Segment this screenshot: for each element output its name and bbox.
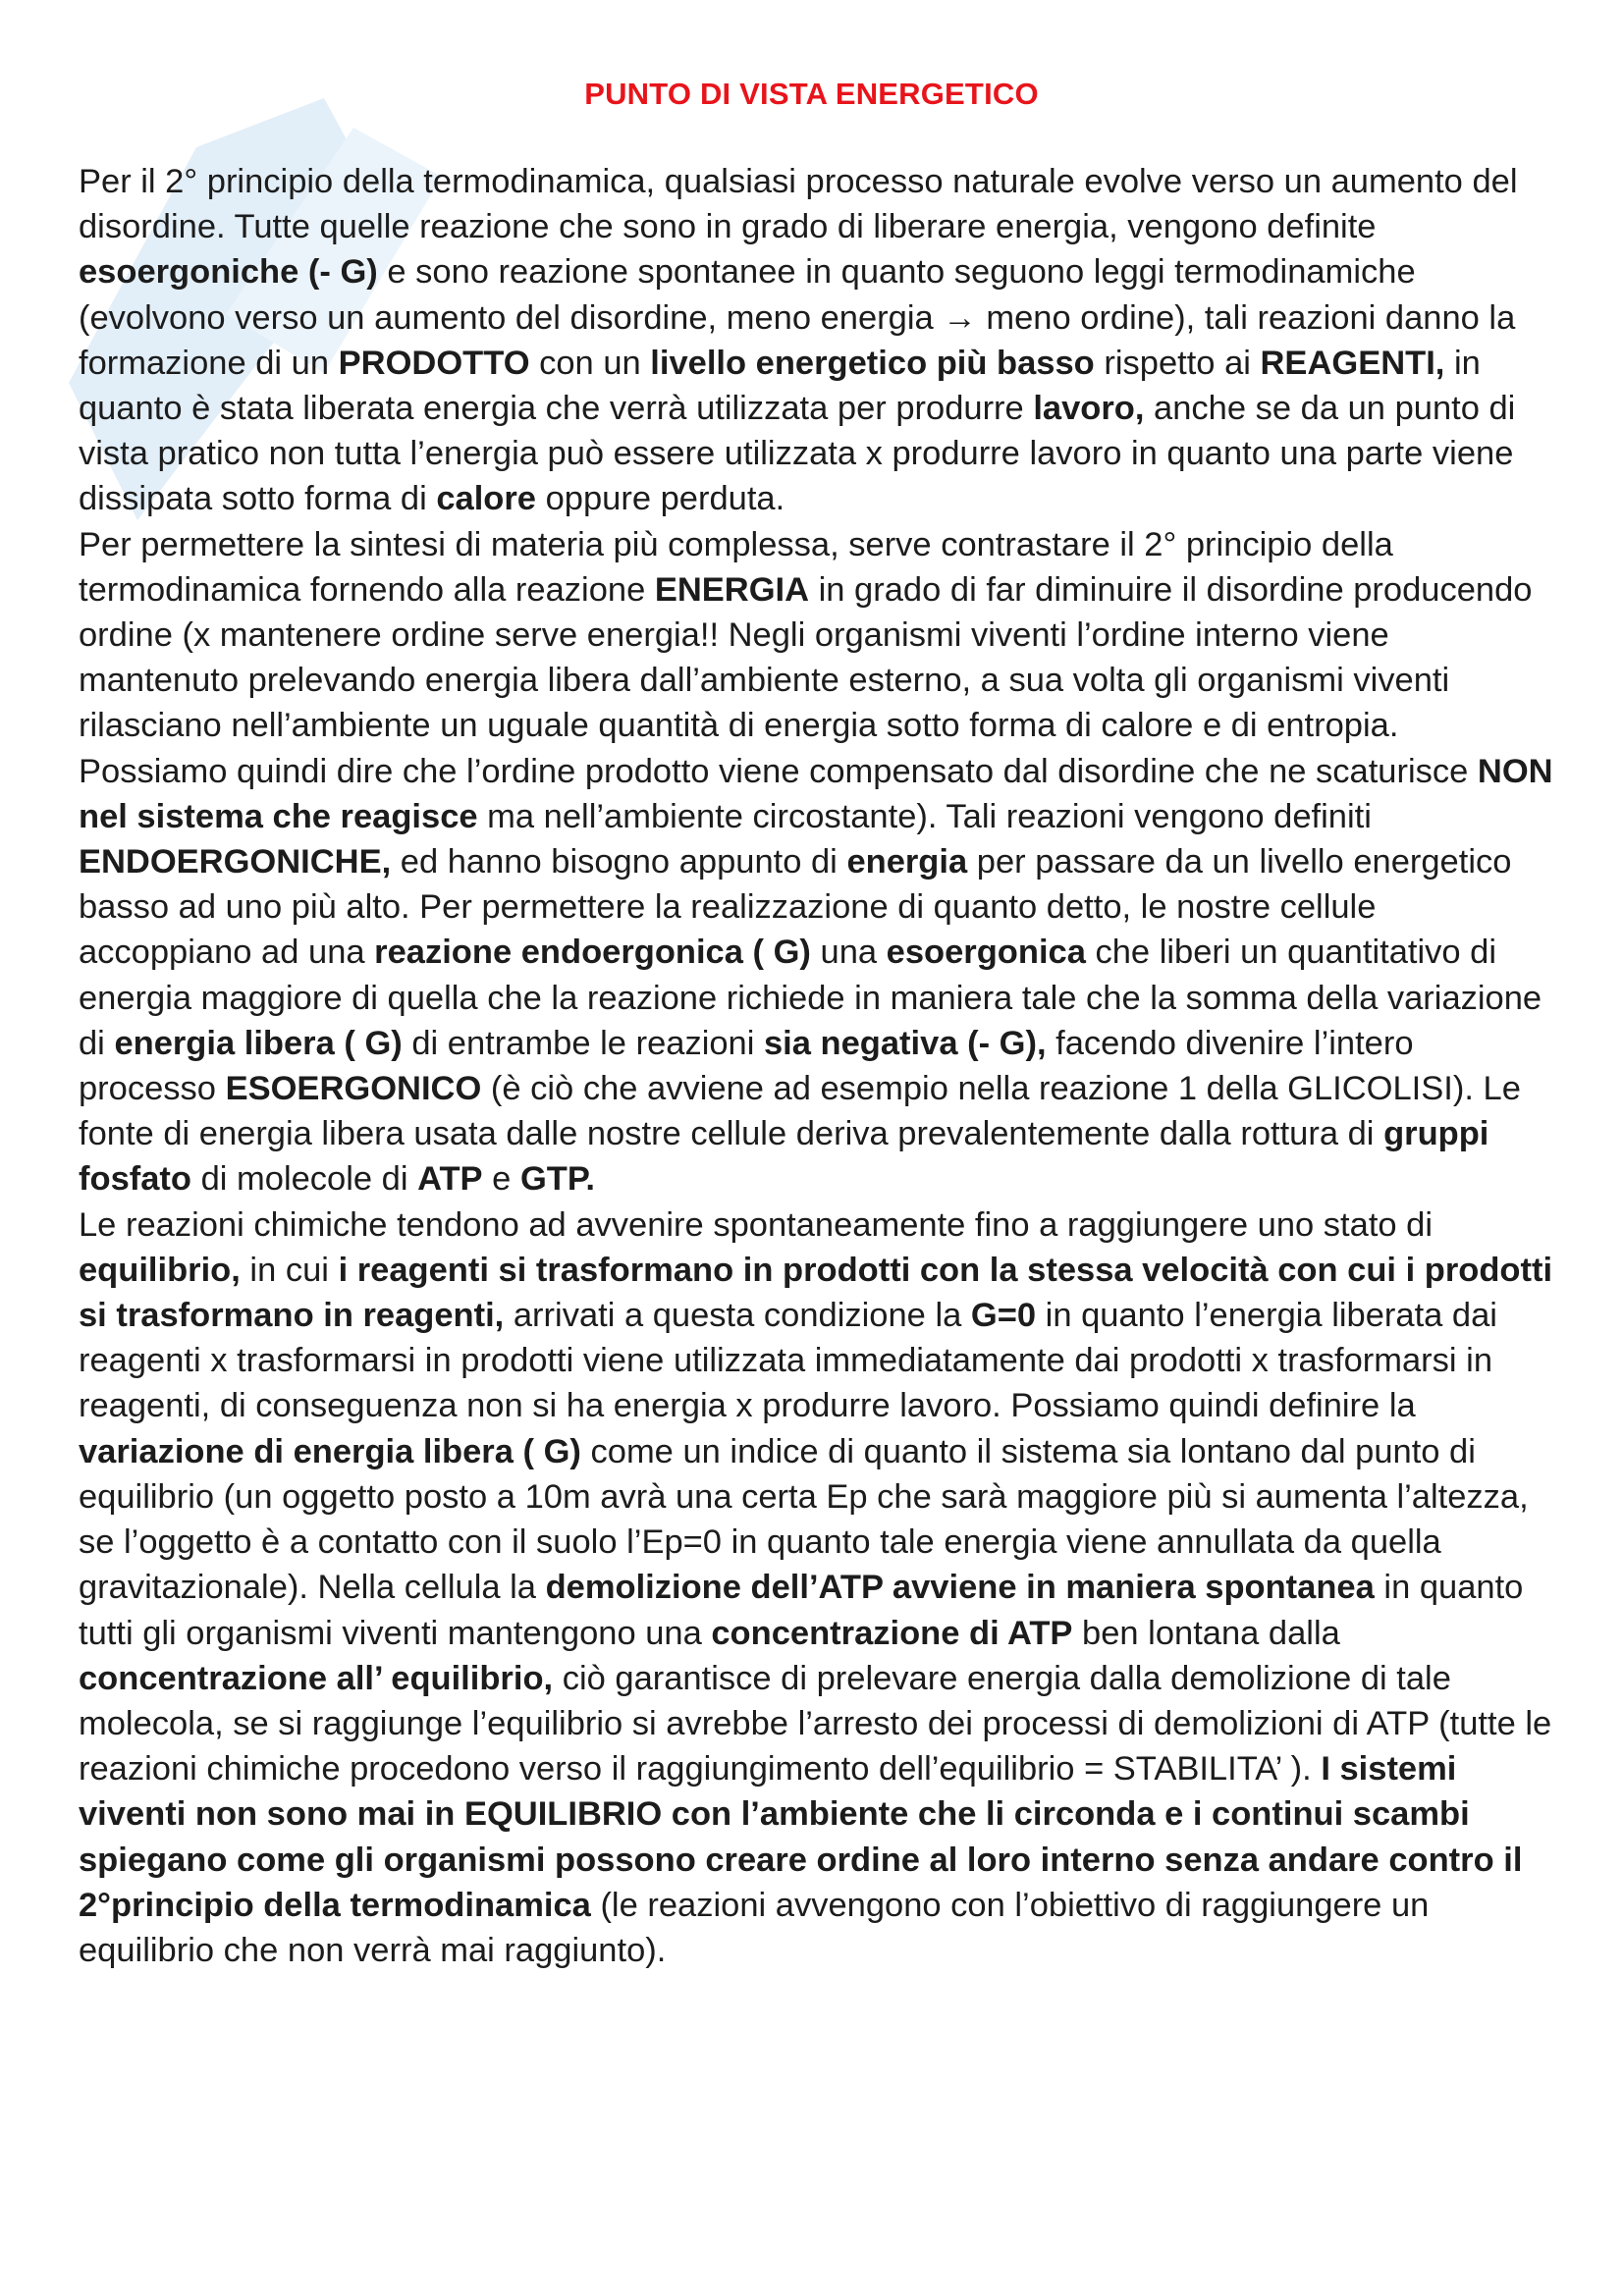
bold-run: ATP: [417, 1160, 483, 1199]
bold-run: GTP.: [519, 1160, 595, 1199]
bold-run: variazione di energia libera ( G): [79, 1432, 581, 1470]
text-run: in grado di far diminuire il disordine producendo ordine (x mantenere ordine serve energia!! Negli organismi viventi l’ordine interno viene mantenuto prelevando energia libera dall’ambiente esterno, a sua volta gli organismi viventi rilasciano nell’ambiente un uguale quantità di energia sotto forma di calore e di entropia. Possiamo quindi dire che l’ordine prodotto viene compensato dal disordine che ne scaturisce: [79, 570, 1533, 790]
text-run: facendo divenire l’intero processo: [79, 1024, 1414, 1108]
text-run: che liberi un quantitativo di energia maggiore di quella che la reazione richiede in maniera tale che la somma della variazione di: [79, 934, 1542, 1062]
text-run: Per il 2° principio della termodinamica, qualsiasi processo naturale evolve verso un aumento del disordine. Tutte quelle reazione che sono in grado di liberare energia, vengono definite: [79, 163, 1518, 246]
text-run: Per permettere la sintesi di materia più complessa, serve contrastare il 2° principio della termodinamica fornendo alla reazione: [79, 525, 1393, 609]
text-run: e sono reazione spontanee in quanto seguono leggi termodinamiche (evolvono verso un aumento del disordine, meno energia → meno ordine), tali reazioni danno la formazione di un: [79, 253, 1516, 382]
text-run: anche se da un punto di vista pratico non tutta l’energia può essere utilizzata x produrre lavoro in quanto una parte viene dissipata sotto forma di: [79, 390, 1516, 518]
text-run: (le reazioni avvengono con l’obiettivo di raggiungere un equilibrio che non verrà mai raggiunto).: [79, 1886, 1430, 1969]
bold-run: NON nel sistema che reagisce: [79, 752, 1553, 835]
bold-run: livello energetico più basso: [650, 344, 1095, 382]
text-run: in quanto l’energia liberata dai reagenti x trasformarsi in prodotti viene utilizzata immediatamente dai prodotti x trasformarsi in reagenti, di conseguenza non si ha energia x produrre lavoro. Possiamo quindi definire la: [79, 1297, 1497, 1425]
bold-run: ESOERGONICO: [225, 1070, 482, 1108]
bold-run: G=0: [970, 1297, 1037, 1335]
paragraph-3: [79, 1202, 1556, 1973]
bold-run: REAGENTI,: [1260, 344, 1445, 382]
bold-run: esoergonica: [886, 934, 1086, 972]
bold-run: energia libera ( G): [114, 1024, 403, 1062]
bold-run: ENERGIA: [654, 570, 810, 609]
text-run: in quanto tutti gli organismi viventi mantengono una: [79, 1569, 1524, 1652]
text-run: in cui: [240, 1251, 339, 1289]
bold-run: concentrazione all’ equilibrio,: [79, 1659, 554, 1697]
bold-run: concentrazione di ATP: [711, 1614, 1073, 1652]
bold-run: gruppi fosfato: [79, 1115, 1489, 1199]
bold-run: ENDOERGONICHE,: [79, 843, 392, 881]
text-run: di entrambe le reazioni: [402, 1024, 764, 1062]
text-run: una: [810, 934, 887, 972]
text-run: arrivati a questa condizione la: [504, 1297, 971, 1335]
text-run: rispetto ai: [1094, 344, 1261, 382]
paragraph-2: [79, 522, 1556, 1202]
text-run: con un: [529, 344, 651, 382]
text-run: ed hanno bisogno appunto di: [391, 843, 847, 881]
bold-run: energia: [846, 843, 968, 881]
document-body: [79, 159, 1556, 1973]
text-run: oppure perduta.: [536, 480, 785, 518]
bold-run: lavoro,: [1033, 390, 1145, 428]
bold-run: sia negativa (- G),: [763, 1024, 1047, 1062]
text-run: in quanto è stata liberata energia che verrà utilizzata per produrre: [79, 344, 1481, 428]
paragraph-1: [79, 159, 1556, 522]
text-run: di molecole di: [191, 1160, 418, 1199]
text-run: (è ciò che avviene ad esempio nella reazione 1 della GLICOLISI). Le fonte di energia libera usata dalle nostre cellule deriva prevalentemente dalla rottura di: [79, 1070, 1521, 1153]
page-title: PUNTO DI VISTA ENERGETICO: [584, 77, 1039, 111]
text-run: Le reazioni chimiche tendono ad avvenire spontaneamente fino a raggiungere uno stato di: [79, 1205, 1434, 1244]
bold-run: esoergoniche (- G): [79, 253, 378, 292]
bold-run: I sistemi viventi non sono mai in EQUILIBRIO con l’ambiente che li circonda e i continui scambi spiegano come gli organismi possono creare ordine al loro interno senza andare contro il 2°principio della termodinamica: [79, 1750, 1523, 1924]
bold-run: calore: [436, 480, 536, 518]
bold-run: PRODOTTO: [338, 344, 530, 382]
bold-run: equilibrio,: [79, 1251, 241, 1289]
bold-run: reazione endoergonica ( G): [374, 934, 811, 972]
bold-run: demolizione dell’ATP avviene in maniera spontanea: [545, 1569, 1375, 1607]
text-run: come un indice di quanto il sistema sia lontano dal punto di equilibrio (un oggetto posto a 10m avrà una certa Ep che sarà maggiore più si aumenta l’altezza, se l’oggetto è a contatto con il suolo l’Ep=0 in quanto tale energia viene annullata da quella gravitazionale). Nella cellula la: [79, 1432, 1529, 1607]
text-run: ciò garantisce di prelevare energia dalla demolizione di tale molecola, se si raggiunge l’equilibrio si avrebbe l’arresto dei processi di demolizioni di ATP (tutte le reazioni chimiche procedono verso il raggiungimento dell’equilibrio = STABILITA’ ).: [79, 1659, 1552, 1789]
bold-run: i reagenti si trasformano in prodotti con la stessa velocità con cui i prodotti si trasformano in reagenti,: [79, 1251, 1553, 1335]
text-run: e: [482, 1160, 520, 1199]
text-run: ben lontana dalla: [1072, 1614, 1340, 1652]
text-run: per passare da un livello energetico basso ad uno più alto. Per permettere la realizzazione di quanto detto, le nostre cellule accoppiano ad una: [79, 843, 1512, 972]
text-run: ma nell’ambiente circostante). Tali reazioni vengono definiti: [477, 797, 1372, 835]
